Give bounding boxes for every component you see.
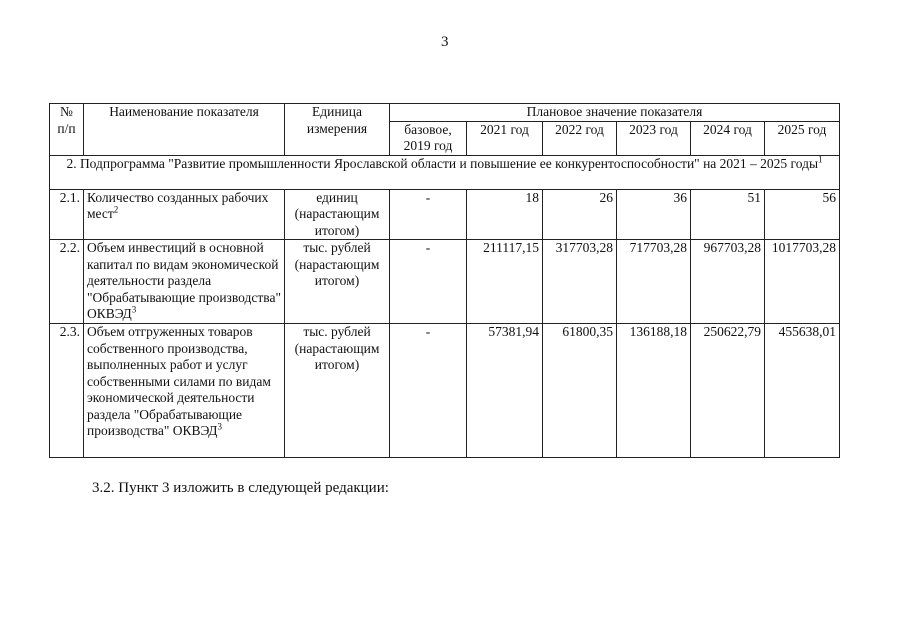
- row-value-2023: 136188,18: [617, 324, 691, 458]
- table-row: [50, 189, 840, 240]
- indicators-table: [49, 103, 840, 458]
- footnote-mark: 3: [217, 421, 223, 432]
- header-year-2024: 2024 год: [691, 121, 765, 155]
- row-value-2025: 455638,01: [765, 324, 840, 458]
- header-unit: Единица измерения: [285, 104, 390, 156]
- header-year-2021: 2021 год: [467, 121, 543, 155]
- row-name-text: Количество созданных рабочих мест: [87, 189, 269, 221]
- row-value-2025: 1017703,28: [765, 240, 840, 324]
- row-value-2022: 61800,35: [543, 324, 617, 458]
- row-value-2024: 51: [691, 189, 765, 240]
- row-unit: тыс. рублей (нарастающим итогом): [285, 240, 390, 324]
- header-year-2025: 2025 год: [765, 121, 840, 155]
- row-unit: тыс. рублей (нарастающим итогом): [285, 324, 390, 458]
- header-year-base: базовое, 2019 год: [390, 121, 467, 155]
- row-name-text: Объем инвестиций в основной капитал по видам экономической деятельности раздела "Обрабатывающие производства" ОКВЭД: [87, 240, 281, 321]
- header-year-2023: 2023 год: [617, 121, 691, 155]
- row-unit: единиц (нарастающим итогом): [285, 189, 390, 240]
- row-num: 2.3.: [50, 324, 84, 458]
- row-num: 2.1.: [50, 189, 84, 240]
- row-name-text: Объем отгруженных товаров собственного производства, выполненных работ и услуг собственными силами по видам экономической деятельности раздела "Обрабатывающие производства" ОКВЭД: [87, 324, 271, 438]
- row-value-base: -: [390, 324, 467, 458]
- row-value-2022: 317703,28: [543, 240, 617, 324]
- row-value-2024: 967703,28: [691, 240, 765, 324]
- header-year-2022: 2022 год: [543, 121, 617, 155]
- instruction-paragraph: 3.2. Пункт 3 изложить в следующей редакции:: [92, 480, 389, 496]
- footnote-mark: 3: [131, 304, 137, 315]
- row-name: [84, 324, 285, 458]
- row-value-2023: 717703,28: [617, 240, 691, 324]
- section-title-row: [50, 155, 840, 189]
- row-name: [84, 240, 285, 324]
- row-value-2021: 18: [467, 189, 543, 240]
- header-num: № п/п: [50, 104, 84, 156]
- header-planned-value: Плановое значение показателя: [390, 104, 840, 122]
- row-num: 2.2.: [50, 240, 84, 324]
- row-name: [84, 189, 285, 240]
- footnote-mark: 2: [113, 204, 119, 215]
- section-title: 2. Подпрограмма "Развитие промышленности Ярославской области и повышение ее конкурентоспособности" на 2021 – 2025 годы: [66, 155, 819, 171]
- footnote-mark: 1: [818, 154, 823, 164]
- header-name: Наименование показателя: [84, 104, 285, 156]
- page-number: 3: [441, 34, 449, 50]
- row-value-2024: 250622,79: [691, 324, 765, 458]
- row-value-base: -: [390, 240, 467, 324]
- table-row: [50, 240, 840, 324]
- row-value-2023: 36: [617, 189, 691, 240]
- row-value-base: -: [390, 189, 467, 240]
- row-value-2021: 57381,94: [467, 324, 543, 458]
- row-value-2022: 26: [543, 189, 617, 240]
- table-row: [50, 324, 840, 458]
- row-value-2021: 211117,15: [467, 240, 543, 324]
- row-value-2025: 56: [765, 189, 840, 240]
